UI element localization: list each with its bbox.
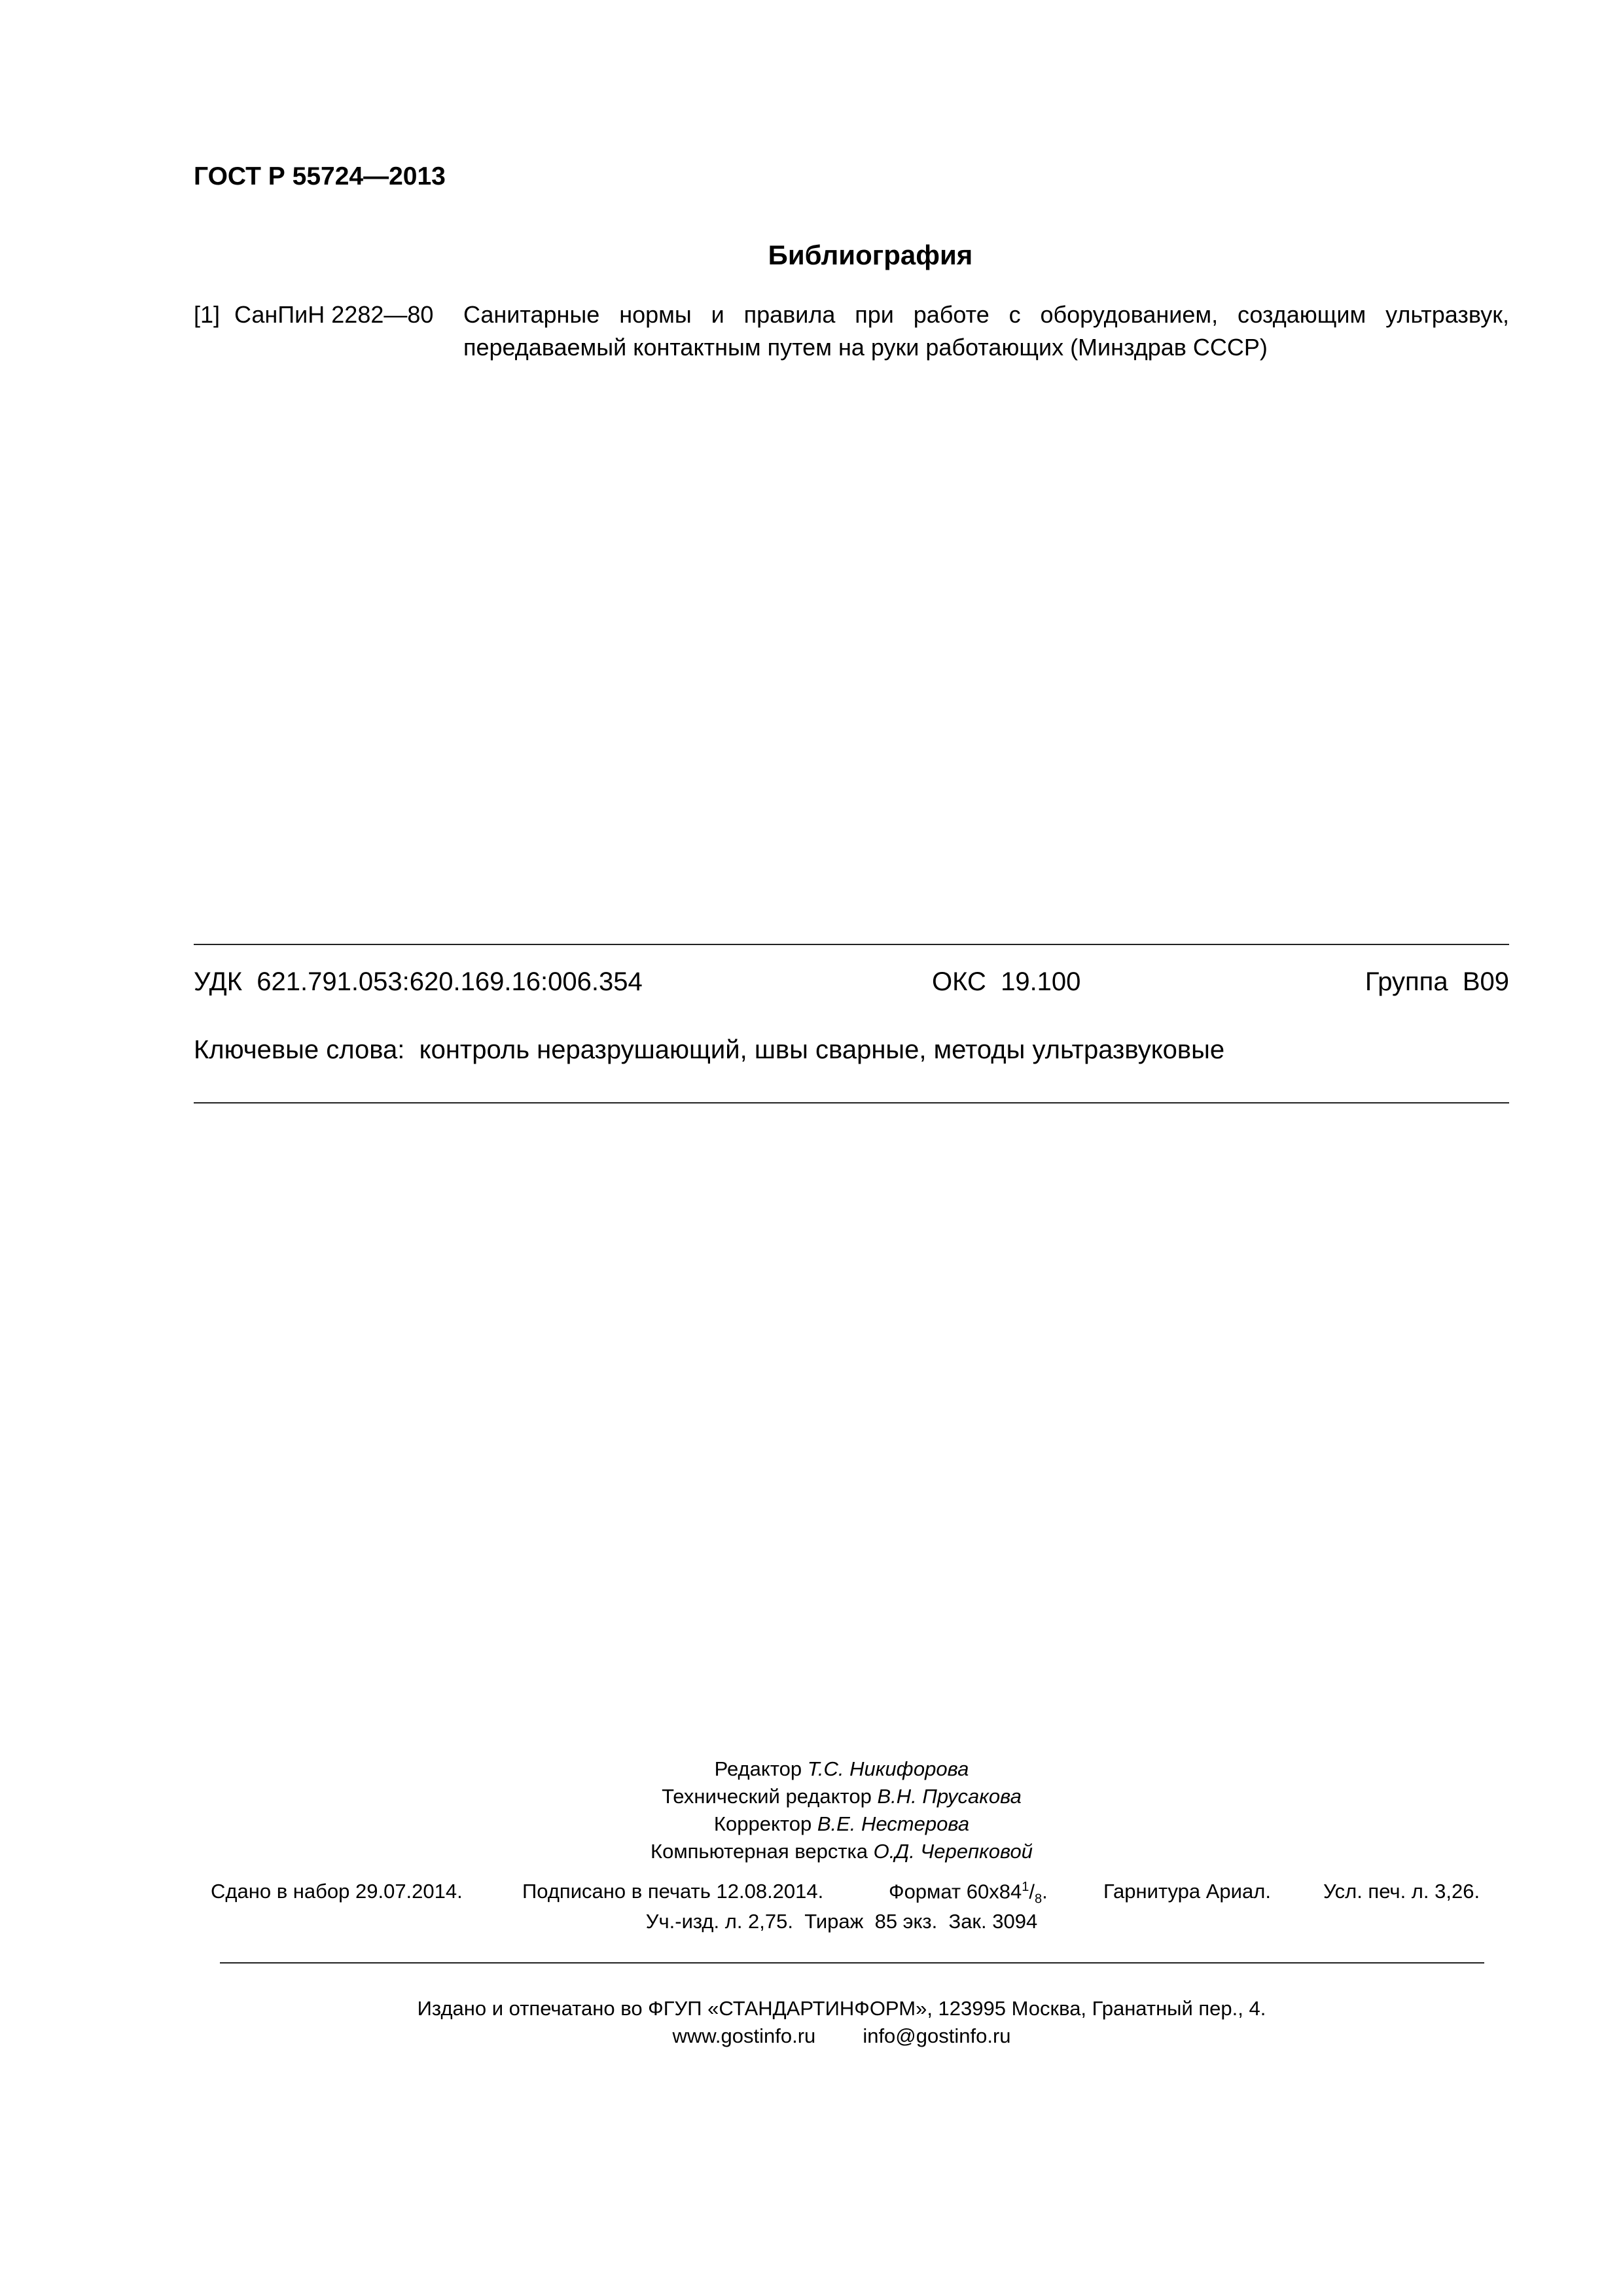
signed-date: Подписано в печать 12.08.2014. — [522, 1880, 824, 1903]
entry-number: [1] — [194, 301, 221, 328]
oks-code: ОКС 19.100 — [932, 967, 1081, 996]
entry-code: СанПиН 2282—80 — [234, 301, 434, 328]
print-sheets: Усл. печ. л. 3,26. — [1323, 1880, 1480, 1903]
credit-tech-editor: Технический редактор В.Н. Прусакова — [662, 1785, 1022, 1808]
standard-designation: ГОСТ Р 55724—2013 — [194, 162, 446, 190]
bibliography-title: Библиография — [768, 240, 973, 270]
circulation: Тираж 85 экз. — [804, 1910, 938, 1933]
divider-bottom — [194, 1102, 1509, 1103]
udk-code: УДК 621.791.053:620.169.16:006.354 — [194, 967, 643, 996]
credit-proofreader: Корректор В.Е. Нестерова — [713, 1812, 970, 1835]
credits-block — [0, 1755, 1623, 1865]
publication-sheets: Уч.-изд. л. 2,75. — [645, 1910, 794, 1933]
typeface: Гарнитура Ариал. — [1103, 1880, 1271, 1903]
credit-editor: Редактор Т.С. Никифорова — [714, 1757, 969, 1780]
order-number: Зак. 3094 — [948, 1910, 1038, 1933]
paper-format: Формат $60x84^1/_8$. — [889, 1880, 1048, 1907]
contact-line — [30, 2022, 1623, 2050]
group-code: Группа В09 — [1364, 967, 1509, 996]
email-link[interactable]: info@gostinfo.ru — [863, 2024, 1011, 2047]
publisher-line: Издано и отпечатано во ФГУП «СТАНДАРТИНФОРМ», 123995 Москва, Гранатный пер., 4. — [417, 1997, 1266, 2020]
print-details-2 — [0, 1910, 1623, 1933]
entry-description: Санитарные нормы и правила при работе с оборудованием, создающим ультразвук, передаваемый контактным путем на руки работающих (Минздрав СССР) — [463, 301, 1509, 361]
website-link[interactable]: www.gostinfo.ru — [672, 2024, 816, 2047]
credit-layout: Компьютерная верстка О.Д. Черепковой — [651, 1840, 1033, 1863]
divider-top — [194, 944, 1509, 945]
imprint-block — [0, 1995, 1623, 2050]
divider-imprint — [220, 1962, 1484, 1964]
submitted-date: Сдано в набор 29.07.2014. — [211, 1880, 463, 1903]
keywords: Ключевые слова: контроль неразрушающий, швы сварные, методы ультразвуковые — [194, 1035, 1225, 1064]
